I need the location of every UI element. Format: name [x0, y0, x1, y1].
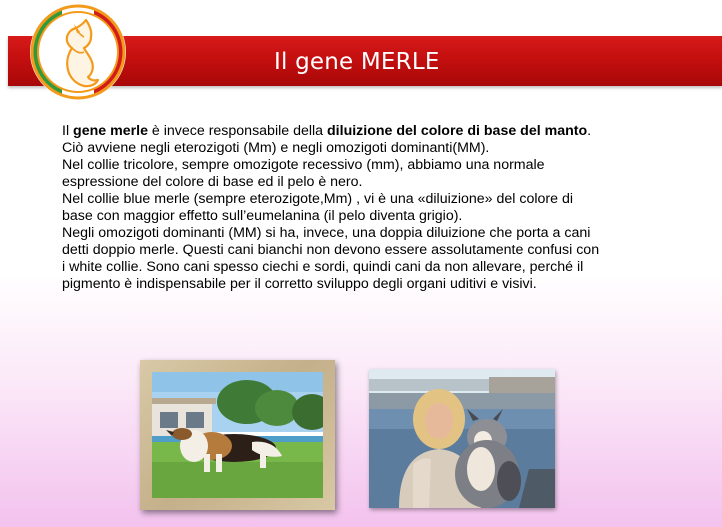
text-run: . Ciò avviene negli eterozigoti (Mm) e negli omozigoti dominanti(MM). — [62, 123, 592, 156]
tricolor-collie-photo — [152, 372, 323, 498]
text-run: Il — [62, 123, 74, 139]
body-text — [62, 123, 602, 293]
paragraph-gene-merle — [62, 123, 602, 157]
paragraph-blue-merle: Nel collie blue merle (sempre eterozigote,Mm) , vi è una «diluizione» del colore di base con maggior effetto sull’eumelanina (il pelo diventa grigio). — [62, 191, 573, 224]
woman-with-blue-merle-collie-photo — [369, 369, 555, 508]
slide-title: Il gene MERLE — [274, 49, 440, 75]
bold-term-diluizione: diluizione del colore di base del manto — [327, 123, 588, 139]
paragraph-doppio-merle: Negli omozigoti dominanti (MM) si ha, invece, una doppia diluizione che porta a cani detti doppio merle. Questi cani bianchi non devono essere assolutamente confusi con i white collie. Sono cani spesso ciechi e sordi, quindi cani da non allevare, perché il pigmento è indispensabile per il corretto sviluppo degli organi uditivi e visivi. — [62, 225, 600, 292]
bold-term-gene-merle: gene merle — [73, 123, 148, 139]
text-run: è invece responsabile della — [147, 123, 328, 139]
photo-frame — [140, 360, 335, 510]
collie-logo-icon — [28, 2, 128, 102]
paragraph-tricolore: Nel collie tricolore, sempre omozigote recessivo (mm), abbiamo una normale espressione del colore di base ed il pelo è nero. — [62, 157, 545, 190]
